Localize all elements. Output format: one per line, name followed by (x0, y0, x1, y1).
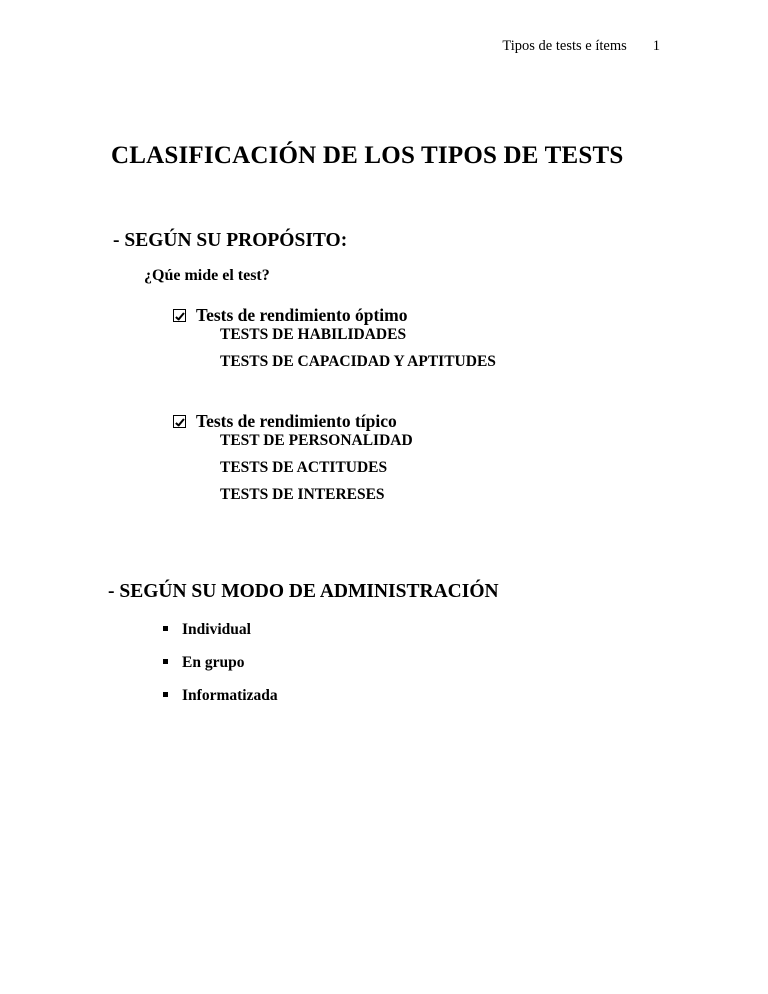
square-bullet-icon (163, 659, 168, 664)
list-item-label: Individual (182, 621, 251, 638)
checkbox-line (173, 305, 496, 326)
section-heading-proposito: - SEGÚN SU PROPÓSITO: (113, 230, 348, 251)
checked-checkbox-icon (173, 415, 186, 428)
running-header-title: Tipos de tests e ítems (502, 38, 627, 54)
checkbox-group-label: Tests de rendimiento típico (196, 411, 397, 431)
section-question: ¿Qúe mide el test? (144, 267, 270, 284)
checkbox-group-label: Tests de rendimiento óptimo (196, 305, 408, 325)
checkbox-group-rendimiento-optimo (173, 305, 496, 371)
checked-checkbox-icon (173, 309, 186, 322)
square-bullet-icon (163, 626, 168, 631)
square-bullet-icon (163, 692, 168, 697)
list-item-label: Informatizada (182, 687, 278, 704)
section-heading-administracion: - SEGÚN SU MODO DE ADMINISTRACIÓN (108, 581, 499, 602)
list-item: TESTS DE ACTITUDES (220, 459, 388, 476)
list-item (163, 687, 278, 705)
list-item: TEST DE PERSONALIDAD (220, 432, 413, 449)
page-title: CLASIFICACIÓN DE LOS TIPOS DE TESTS (111, 142, 624, 169)
running-header (502, 38, 660, 55)
list-item: TESTS DE INTERESES (220, 486, 385, 503)
checkbox-group-rendimiento-tipico (173, 411, 413, 504)
list-item (163, 654, 278, 672)
bullet-list (163, 621, 278, 705)
page-number: 1 (652, 38, 660, 54)
list-item-label: En grupo (182, 654, 245, 671)
list-item (163, 621, 278, 639)
list-item: TESTS DE CAPACIDAD Y APTITUDES (220, 353, 496, 370)
list-item: TESTS DE HABILIDADES (220, 326, 407, 343)
checkbox-line (173, 411, 413, 432)
